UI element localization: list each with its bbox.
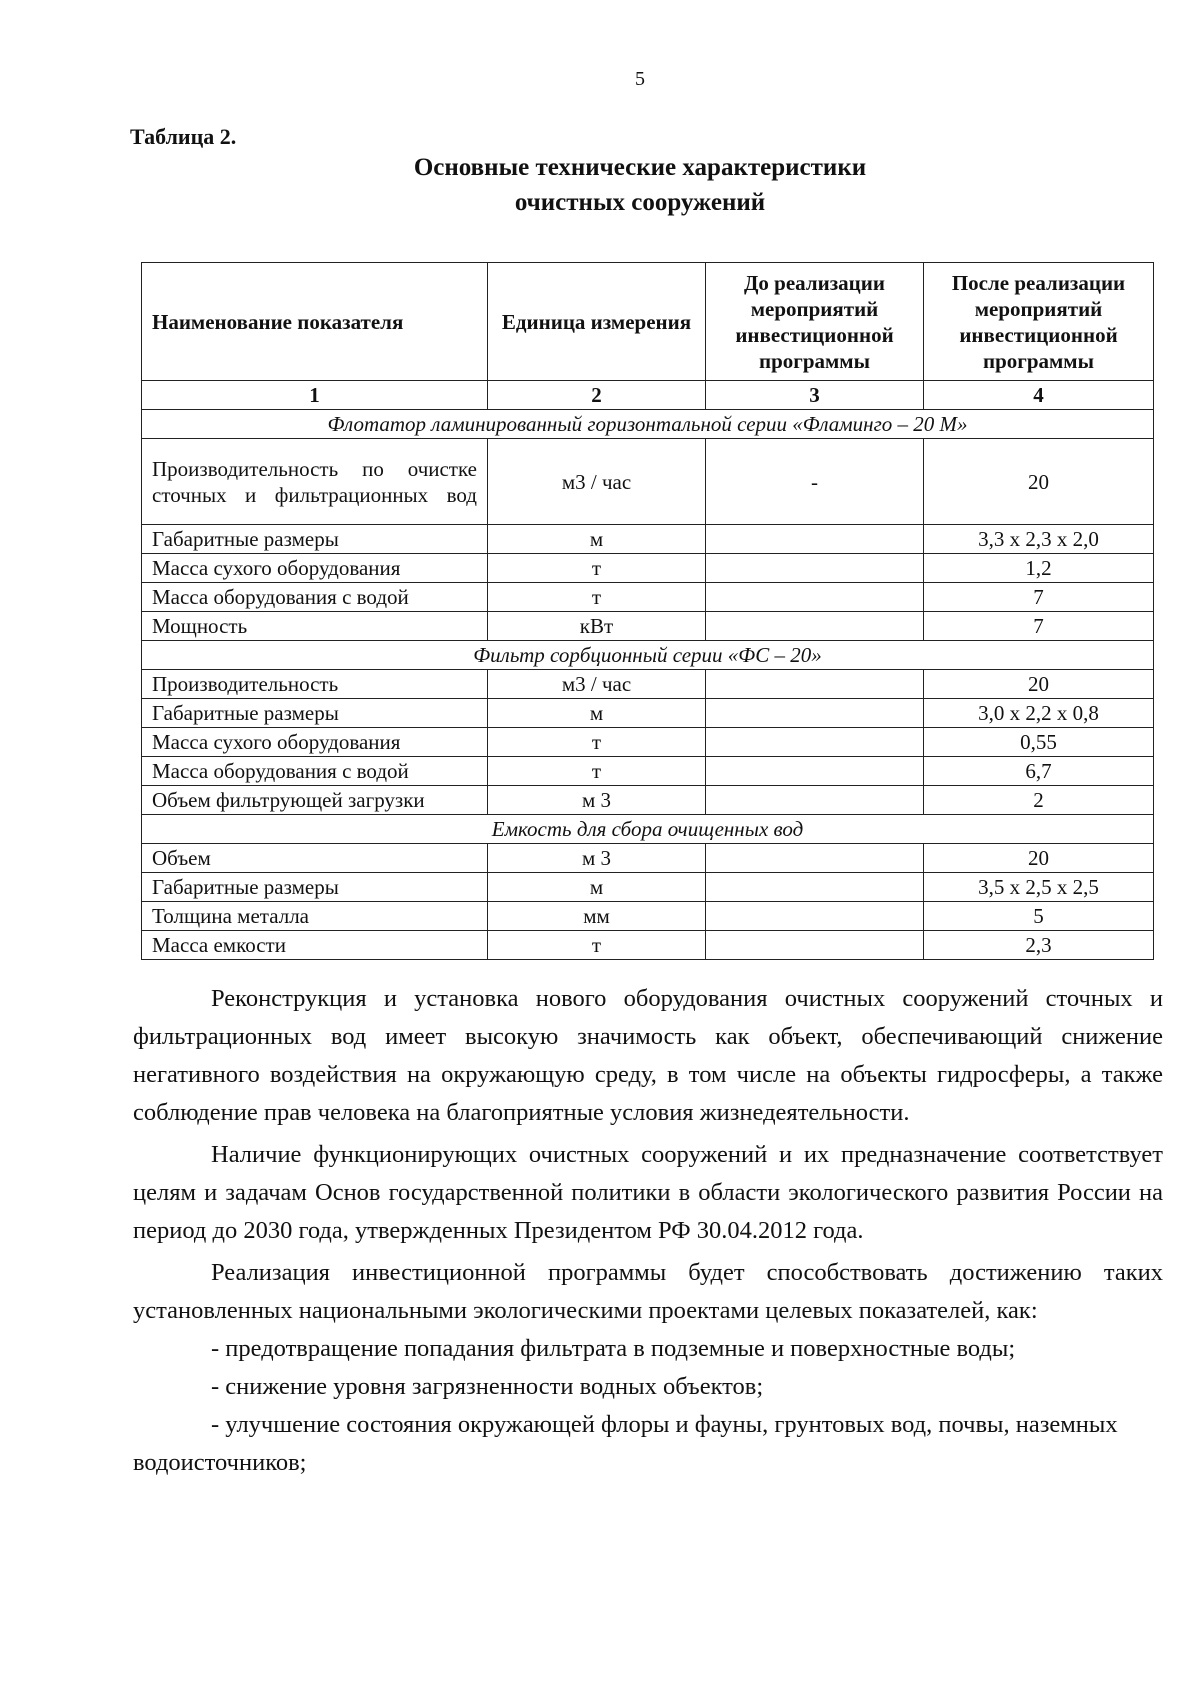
row-before xyxy=(706,554,924,583)
header-name: Наименование показателя xyxy=(142,263,488,381)
row-name: Габаритные размеры xyxy=(142,699,488,728)
row-before xyxy=(706,670,924,699)
row-after: 6,7 xyxy=(924,757,1154,786)
column-number: 2 xyxy=(488,381,706,410)
row-name: Масса емкости xyxy=(142,931,488,960)
row-before xyxy=(706,873,924,902)
section-title-row xyxy=(142,410,1154,439)
table-row xyxy=(142,873,1154,902)
header-after: После реализации мероприятий инвестиционной программы xyxy=(924,263,1154,381)
table-row xyxy=(142,699,1154,728)
row-unit: кВт xyxy=(488,612,706,641)
paragraph: Реконструкция и установка нового оборудования очистных сооружений сточных и фильтрационных вод имеет высокую значимость как объект, обеспечивающий снижение негативного воздействия на окружающую среду, в том числе на объекты гидросферы, а также соблюдение прав человека на благоприятные условия жизнедеятельности. xyxy=(133,985,1163,1126)
header-unit: Единица измерения xyxy=(488,263,706,381)
section-title: Фильтр сорбционный серии «ФС – 20» xyxy=(142,641,1154,670)
row-unit: т xyxy=(488,554,706,583)
row-name: Объем xyxy=(142,844,488,873)
row-after: 3,0 х 2,2 х 0,8 xyxy=(924,699,1154,728)
table-header-row xyxy=(142,263,1154,381)
row-after: 20 xyxy=(924,670,1154,699)
row-unit: м 3 xyxy=(488,786,706,815)
row-name: Объем фильтрующей загрузки xyxy=(142,786,488,815)
row-unit: м3 / час xyxy=(488,670,706,699)
list-item: - улучшение состояния окружающей флоры и фауны, грунтовых вод, почвы, наземных водоисточников; xyxy=(133,1411,1118,1476)
table-row xyxy=(142,439,1154,525)
table-row xyxy=(142,902,1154,931)
list-item: - предотвращение попадания фильтрата в подземные и поверхностные воды; xyxy=(211,1335,1016,1362)
row-after: 7 xyxy=(924,583,1154,612)
row-before xyxy=(706,786,924,815)
row-unit: мм xyxy=(488,902,706,931)
paragraph: Наличие функционирующих очистных сооружений и их предназначение соответствует целям и задачам Основ государственной политики в области экологического развития России на период до 2030 года, утвержденных Президентом РФ 30.04.2012 года. xyxy=(133,1141,1163,1244)
row-before xyxy=(706,931,924,960)
column-number: 3 xyxy=(706,381,924,410)
row-unit: м xyxy=(488,873,706,902)
header-before: До реализации мероприятий инвестиционной программы xyxy=(706,263,924,381)
row-after: 5 xyxy=(924,902,1154,931)
row-after: 3,5 х 2,5 х 2,5 xyxy=(924,873,1154,902)
row-before: - xyxy=(706,439,924,525)
table-row xyxy=(142,554,1154,583)
row-after: 3,3 х 2,3 х 2,0 xyxy=(924,525,1154,554)
paragraph: Реализация инвестиционной программы будет способствовать достижению таких установленных национальными экологическими проектами целевых показателей, как: xyxy=(133,1259,1163,1324)
table-row xyxy=(142,670,1154,699)
row-after: 20 xyxy=(924,439,1154,525)
section-title-row xyxy=(142,815,1154,844)
row-name: Масса сухого оборудования xyxy=(142,728,488,757)
row-before xyxy=(706,902,924,931)
row-before xyxy=(706,583,924,612)
table-row xyxy=(142,525,1154,554)
row-unit: т xyxy=(488,583,706,612)
table-label: Таблица 2. xyxy=(130,124,237,149)
row-before xyxy=(706,728,924,757)
table-row xyxy=(142,612,1154,641)
row-unit: м3 / час xyxy=(488,439,706,525)
page-number: 5 xyxy=(635,68,645,90)
row-name: Масса сухого оборудования xyxy=(142,554,488,583)
document-title xyxy=(0,150,1200,220)
row-before xyxy=(706,612,924,641)
row-before xyxy=(706,757,924,786)
row-unit: м 3 xyxy=(488,844,706,873)
title-line-1: Основные технические характеристики xyxy=(413,154,867,181)
row-unit: м xyxy=(488,525,706,554)
row-before xyxy=(706,525,924,554)
column-numbers-row xyxy=(142,381,1154,410)
row-before xyxy=(706,699,924,728)
row-name: Мощность xyxy=(142,612,488,641)
row-name: Производительность xyxy=(142,670,488,699)
row-after: 7 xyxy=(924,612,1154,641)
table-row xyxy=(142,728,1154,757)
row-after: 0,55 xyxy=(924,728,1154,757)
table-row xyxy=(142,786,1154,815)
row-name: Производительность по очистке сточных и фильтрационных вод xyxy=(142,439,488,525)
row-before xyxy=(706,844,924,873)
title-line-2: очистных сооружений xyxy=(514,189,766,216)
section-title-row xyxy=(142,641,1154,670)
table-row xyxy=(142,931,1154,960)
section-title: Емкость для сбора очищенных вод xyxy=(142,815,1154,844)
row-name: Габаритные размеры xyxy=(142,873,488,902)
row-name: Толщина металла xyxy=(142,902,488,931)
row-unit: т xyxy=(488,728,706,757)
column-number: 4 xyxy=(924,381,1154,410)
column-number: 1 xyxy=(142,381,488,410)
specifications-table xyxy=(141,262,1154,960)
section-title: Флотатор ламинированный горизонтальной серии «Фламинго – 20 М» xyxy=(142,410,1154,439)
row-after: 1,2 xyxy=(924,554,1154,583)
row-after: 2,3 xyxy=(924,931,1154,960)
row-after: 2 xyxy=(924,786,1154,815)
row-name: Масса оборудования с водой xyxy=(142,757,488,786)
table-row xyxy=(142,844,1154,873)
row-after: 20 xyxy=(924,844,1154,873)
row-name: Масса оборудования с водой xyxy=(142,583,488,612)
row-name: Габаритные размеры xyxy=(142,525,488,554)
table-row xyxy=(142,757,1154,786)
list-item: - снижение уровня загрязненности водных объектов; xyxy=(211,1373,764,1400)
row-unit: т xyxy=(488,931,706,960)
row-unit: м xyxy=(488,699,706,728)
table-row xyxy=(142,583,1154,612)
body-text xyxy=(133,980,1163,1482)
row-unit: т xyxy=(488,757,706,786)
